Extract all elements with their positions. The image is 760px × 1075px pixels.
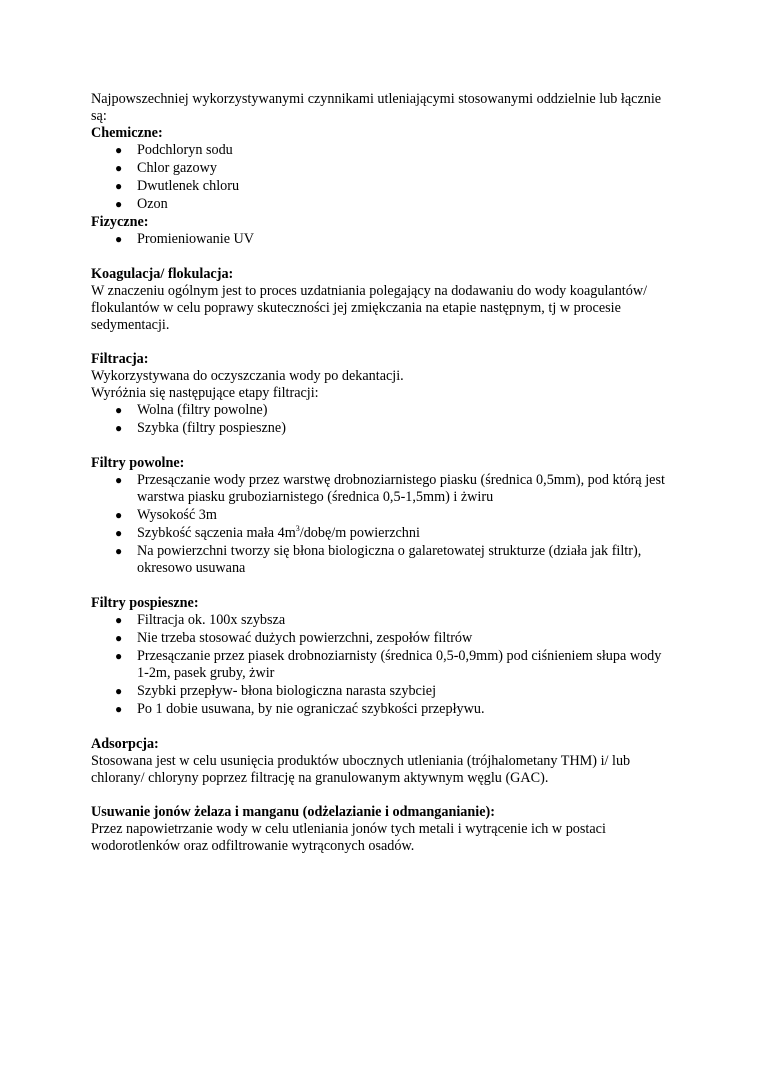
slow-filters-heading: Filtry powolne: bbox=[91, 455, 185, 471]
physical-heading: Fizyczne: bbox=[91, 214, 149, 230]
list-item: ● Po 1 dobie usuwana, by nie ograniczać szybkości przepływu. bbox=[115, 701, 485, 717]
bullet-icon: ● bbox=[115, 649, 123, 663]
bullet-icon: ● bbox=[115, 143, 123, 157]
bullet-icon: ● bbox=[115, 684, 123, 698]
bullet-icon: ● bbox=[115, 179, 123, 193]
filtration-list bbox=[91, 402, 666, 437]
filtration-paragraph-1: Wykorzystywana do oczyszczania wody po dekantacji. bbox=[91, 368, 404, 384]
iron-manganese-heading: Usuwanie jonów żelaza i manganu (odżelazianie i odmanganianie): bbox=[91, 804, 495, 820]
adsorption-heading: Adsorpcja: bbox=[91, 736, 159, 752]
iron-manganese-paragraph: Przez napowietrzanie wody w celu utleniania jonów tych metali i wytrącenie ich w postaci wodorotlenków oraz odfiltrowanie wytrąconych osadów. bbox=[91, 821, 606, 854]
physical-list bbox=[91, 231, 666, 248]
bullet-icon: ● bbox=[115, 197, 123, 211]
coagulation-paragraph: W znaczeniu ogólnym jest to proces uzdatniania polegający na dodawaniu do wody koagulantów/ flokulantów w celu poprawy skuteczności jej zmiękczania na etapie następnym, tj w procesie sedymentacji. bbox=[91, 283, 648, 333]
list-item: ● Przesączanie wody przez warstwę drobnoziarnistego piasku (średnica 0,5mm), pod którą jest warstwa piasku gruboziarnistego (średnica 0,5-1,5mm) i żwiru bbox=[115, 472, 665, 505]
slow-filters-list bbox=[91, 472, 666, 577]
list-item: ● Dwutlenek chloru bbox=[115, 178, 240, 194]
superscript: 3 bbox=[295, 524, 300, 533]
document-body bbox=[91, 91, 666, 855]
adsorption-paragraph: Stosowana jest w celu usunięcia produktów ubocznych utleniania (trójhalometany THM) i/ lub chlorany/ chloryny poprzez filtrację na granulowanym aktywnym węglu (GAC). bbox=[91, 753, 631, 786]
list-item: ● Promieniowanie UV bbox=[115, 231, 255, 247]
chemical-list bbox=[91, 142, 666, 213]
list-item: ● Chlor gazowy bbox=[115, 160, 217, 176]
list-item: ● Wysokość 3m bbox=[115, 507, 217, 523]
bullet-icon: ● bbox=[115, 526, 123, 540]
bullet-icon: ● bbox=[115, 403, 123, 417]
bullet-icon: ● bbox=[115, 508, 123, 522]
bullet-icon: ● bbox=[115, 421, 123, 435]
fast-filters-list bbox=[91, 612, 666, 718]
list-item: ● Podchloryn sodu bbox=[115, 142, 233, 158]
list-item: ● Wolna (filtry powolne) bbox=[115, 402, 268, 418]
list-item: ● Szybka (filtry pospieszne) bbox=[115, 420, 286, 436]
bullet-icon: ● bbox=[115, 613, 123, 627]
list-item: ● Szybki przepływ- błona biologiczna narasta szybciej bbox=[115, 683, 437, 699]
bullet-icon: ● bbox=[115, 473, 123, 487]
bullet-icon: ● bbox=[115, 544, 123, 558]
bullet-icon: ● bbox=[115, 631, 123, 645]
list-item: ● Ozon bbox=[115, 196, 168, 212]
chemical-heading: Chemiczne: bbox=[91, 125, 163, 141]
filtration-heading: Filtracja: bbox=[91, 351, 149, 367]
list-item: ● Przesączanie przez piasek drobnoziarnisty (średnica 0,5-0,9mm) pod ciśnieniem słupa wody 1-2m, pasek gruby, żwir bbox=[115, 648, 662, 681]
bullet-icon: ● bbox=[115, 232, 123, 246]
list-item: ● Na powierzchni tworzy się błona biologiczna o galaretowatej strukturze (działa jak filtr), okresowo usuwana bbox=[115, 543, 642, 576]
fast-filters-heading: Filtry pospieszne: bbox=[91, 595, 199, 611]
intro-paragraph: Najpowszechniej wykorzystywanymi czynnikami utleniającymi stosowanymi oddzielnie lub łącznie są: bbox=[91, 91, 662, 124]
bullet-icon: ● bbox=[115, 702, 123, 716]
list-item: ● Filtracja ok. 100x szybsza bbox=[115, 612, 286, 628]
coagulation-heading: Koagulacja/ flokulacja: bbox=[91, 266, 234, 282]
list-item: ● Szybkość sączenia mała $4m^3/dobę/m$ powierzchni bbox=[115, 524, 420, 541]
bullet-icon: ● bbox=[115, 161, 123, 175]
list-item: ● Nie trzeba stosować dużych powierzchni, zespołów filtrów bbox=[115, 630, 473, 646]
filtration-paragraph-2: Wyróżnia się następujące etapy filtracji: bbox=[91, 385, 319, 401]
